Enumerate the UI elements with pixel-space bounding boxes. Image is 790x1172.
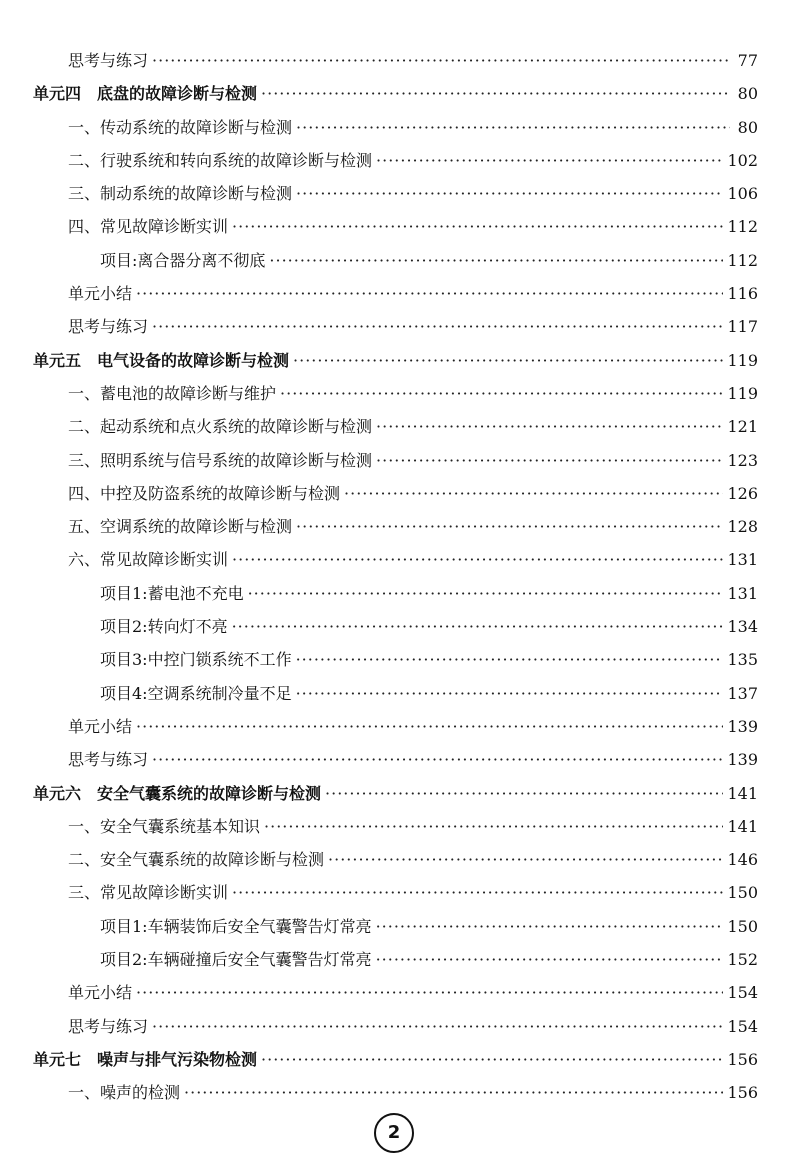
- toc-entry-title: 一、蓄电池的故障诊断与维护: [68, 383, 277, 403]
- toc-entry: [0, 510, 790, 543]
- toc-entry: [0, 44, 790, 77]
- toc-entry-title: 二、行驶系统和转向系统的故障诊断与检测: [68, 150, 373, 170]
- toc-entry-title: 项目2:转向灯不亮: [100, 617, 228, 637]
- toc-entry-page: 80: [737, 117, 758, 137]
- toc-entry-page: 112: [727, 250, 758, 270]
- toc-entry-title: 单元小结: [68, 983, 133, 1003]
- dot-leader: [136, 976, 723, 1009]
- toc-entry: [0, 976, 790, 1009]
- toc-entry-page: 119: [727, 383, 758, 403]
- toc-entry: [0, 610, 790, 643]
- toc-entry-page: 121: [727, 417, 758, 437]
- toc-entry-page: 154: [727, 1016, 758, 1036]
- toc-entry-title: 项目3:中控门锁系统不工作: [100, 650, 292, 670]
- dot-leader: [296, 177, 723, 210]
- toc-entry: [0, 876, 790, 909]
- toc-entry: [0, 743, 790, 776]
- toc-entry: [0, 277, 790, 310]
- dot-leader: [376, 444, 723, 477]
- toc-entry-title: 思考与练习: [68, 1016, 149, 1036]
- toc-entry: [0, 111, 790, 144]
- toc-entry-title: 二、起动系统和点火系统的故障诊断与检测: [68, 417, 373, 437]
- toc-entry-title: 单元小结: [68, 284, 133, 304]
- dot-leader: [328, 843, 723, 876]
- toc-entry-page: 152: [727, 950, 758, 970]
- dot-leader: [264, 810, 723, 843]
- dot-leader: [376, 144, 723, 177]
- dot-leader: [152, 310, 723, 343]
- toc-entry: [0, 710, 790, 743]
- toc-entry: [0, 810, 790, 843]
- toc-entry-page: 117: [727, 317, 758, 337]
- dot-leader: [296, 677, 724, 710]
- toc-entry-title: 三、照明系统与信号系统的故障诊断与检测: [68, 450, 373, 470]
- dot-leader: [232, 876, 723, 909]
- toc-entry-page: 131: [727, 550, 758, 570]
- toc-entry-page: 128: [727, 517, 758, 537]
- toc-entry-page: 141: [727, 783, 758, 803]
- toc-entry-title: 六、常见故障诊断实训: [68, 550, 229, 570]
- dot-leader: [232, 543, 723, 576]
- toc-entry: [0, 910, 790, 943]
- table-of-contents: [0, 44, 790, 1110]
- toc-entry: [0, 943, 790, 976]
- toc-entry-title: 项目:离合器分离不彻底: [100, 250, 266, 270]
- dot-leader: [280, 377, 723, 410]
- toc-unit-heading: [0, 1043, 790, 1076]
- toc-entry-page: 150: [727, 916, 758, 936]
- toc-entry-title: 四、常见故障诊断实训: [68, 217, 229, 237]
- toc-entry: [0, 543, 790, 576]
- toc-entry-title: 单元四 底盘的故障诊断与检测: [33, 84, 258, 104]
- toc-entry-title: 四、中控及防盗系统的故障诊断与检测: [68, 483, 341, 503]
- dot-leader: [152, 1010, 723, 1043]
- dot-leader: [184, 1076, 723, 1109]
- toc-entry-page: 134: [727, 617, 758, 637]
- toc-entry-page: 116: [727, 284, 758, 304]
- dot-leader: [232, 610, 724, 643]
- toc-entry-title: 一、噪声的检测: [68, 1083, 181, 1103]
- toc-entry-title: 五、空调系统的故障诊断与检测: [68, 517, 293, 537]
- dot-leader: [136, 277, 723, 310]
- toc-unit-heading: [0, 77, 790, 110]
- toc-entry: [0, 410, 790, 443]
- toc-entry-page: 135: [727, 650, 758, 670]
- toc-entry-title: 项目4:空调系统制冷量不足: [100, 683, 292, 703]
- toc-entry: [0, 477, 790, 510]
- dot-leader: [152, 44, 730, 77]
- toc-entry-page: 80: [737, 84, 758, 104]
- toc-entry-title: 三、常见故障诊断实训: [68, 883, 229, 903]
- toc-entry-title: 单元小结: [68, 716, 133, 736]
- dot-leader: [376, 943, 724, 976]
- toc-entry-page: 112: [727, 217, 758, 237]
- toc-entry: [0, 310, 790, 343]
- toc-entry-page: 126: [727, 483, 758, 503]
- toc-entry-title: 思考与练习: [68, 317, 149, 337]
- toc-unit-heading: [0, 777, 790, 810]
- toc-entry: [0, 377, 790, 410]
- dot-leader: [296, 643, 724, 676]
- toc-entry-title: 项目1:蓄电池不充电: [100, 583, 244, 603]
- toc-entry: [0, 177, 790, 210]
- page-number: 2: [374, 1113, 414, 1153]
- dot-leader: [296, 510, 723, 543]
- toc-unit-heading: [0, 344, 790, 377]
- toc-entry-title: 一、安全气囊系统基本知识: [68, 816, 261, 836]
- dot-leader: [325, 777, 723, 810]
- toc-entry-title: 项目2:车辆碰撞后安全气囊警告灯常亮: [100, 950, 372, 970]
- dot-leader: [376, 410, 723, 443]
- toc-entry-title: 一、传动系统的故障诊断与检测: [68, 117, 293, 137]
- dot-leader: [376, 910, 724, 943]
- toc-entry-title: 二、安全气囊系统的故障诊断与检测: [68, 850, 325, 870]
- dot-leader: [269, 244, 723, 277]
- toc-entry-page: 156: [727, 1049, 758, 1069]
- toc-entry-title: 单元六 安全气囊系统的故障诊断与检测: [33, 783, 322, 803]
- toc-entry-page: 106: [727, 184, 758, 204]
- dot-leader: [344, 477, 723, 510]
- dot-leader: [296, 111, 730, 144]
- dot-leader: [261, 1043, 723, 1076]
- toc-entry-page: 141: [727, 816, 758, 836]
- toc-entry: [0, 1010, 790, 1043]
- toc-entry: [0, 1076, 790, 1109]
- dot-leader: [232, 210, 723, 243]
- toc-entry-page: 123: [727, 450, 758, 470]
- toc-entry-page: 119: [727, 350, 758, 370]
- toc-entry-title: 项目1:车辆装饰后安全气囊警告灯常亮: [100, 916, 372, 936]
- toc-entry-title: 思考与练习: [68, 750, 149, 770]
- toc-entry-title: 单元五 电气设备的故障诊断与检测: [33, 350, 290, 370]
- toc-entry-page: 150: [727, 883, 758, 903]
- toc-entry-page: 139: [727, 716, 758, 736]
- toc-entry-page: 77: [737, 51, 758, 70]
- dot-leader: [293, 344, 723, 377]
- dot-leader: [248, 577, 724, 610]
- toc-entry: [0, 677, 790, 710]
- toc-entry: [0, 444, 790, 477]
- toc-entry-page: 131: [727, 583, 758, 603]
- dot-leader: [261, 77, 730, 110]
- toc-entry-title: 思考与练习: [68, 51, 149, 70]
- toc-entry: [0, 210, 790, 243]
- toc-entry: [0, 643, 790, 676]
- toc-entry: [0, 843, 790, 876]
- toc-entry-page: 154: [727, 983, 758, 1003]
- toc-entry-title: 三、制动系统的故障诊断与检测: [68, 184, 293, 204]
- toc-entry-page: 146: [727, 850, 758, 870]
- dot-leader: [152, 743, 723, 776]
- toc-entry-page: 137: [727, 683, 758, 703]
- dot-leader: [136, 710, 723, 743]
- toc-entry: [0, 577, 790, 610]
- toc-entry-page: 156: [727, 1083, 758, 1103]
- toc-entry: [0, 144, 790, 177]
- toc-entry-page: 102: [727, 150, 758, 170]
- toc-entry-page: 139: [727, 750, 758, 770]
- toc-entry-title: 单元七 噪声与排气污染物检测: [33, 1049, 258, 1069]
- toc-entry: [0, 244, 790, 277]
